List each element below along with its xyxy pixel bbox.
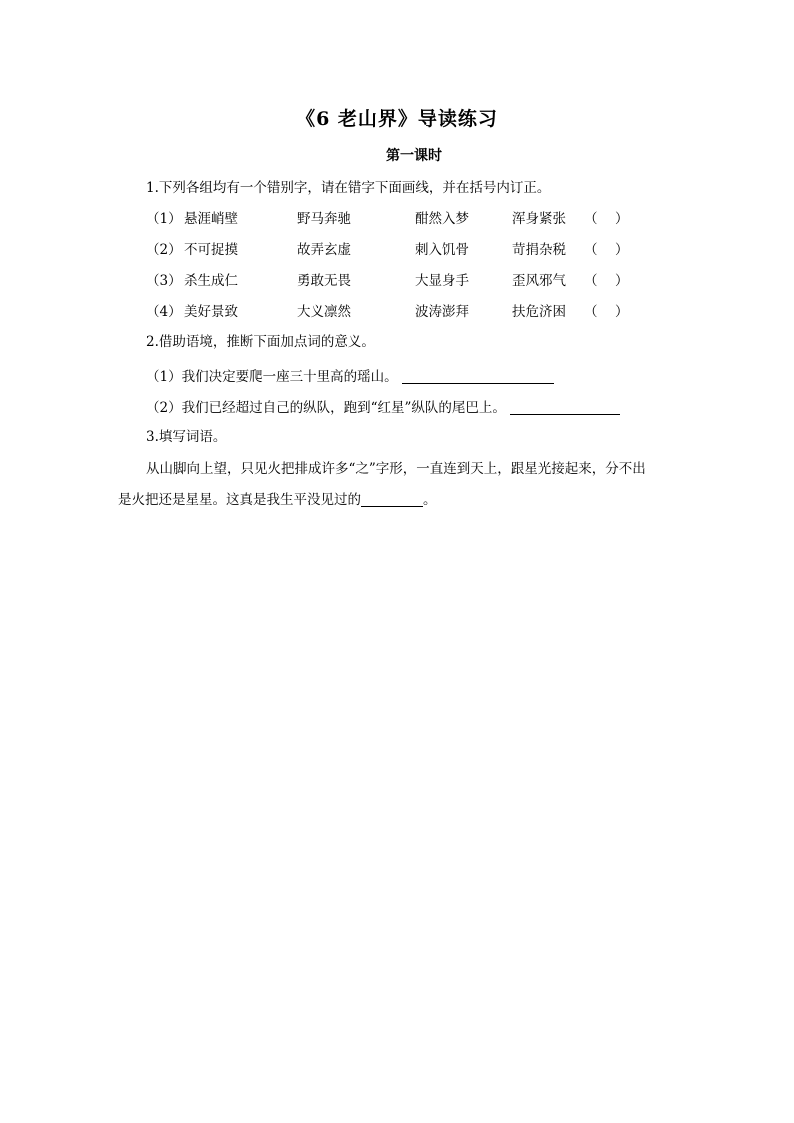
row-index: （2） [146, 242, 182, 258]
answer-blank[interactable] [510, 400, 620, 415]
question-2-item [146, 365, 554, 385]
row-index: （4） [146, 304, 182, 320]
question-1-row [146, 269, 646, 289]
word: 不可捉摸 [184, 242, 238, 258]
question-1-row [146, 238, 646, 258]
question-3-prompt: 3.填写词语。 [146, 429, 227, 445]
question-2-item [146, 396, 620, 416]
answer-blank[interactable] [402, 369, 554, 384]
answer-parentheses: （ ） [584, 304, 631, 320]
passage-line: 从山脚向上望，只见火把排成许多“之”字形，一直连到天上，跟星光接起来，分不出 [146, 461, 646, 477]
word: 杀生成仁 [184, 273, 238, 289]
question-1-row [146, 300, 646, 320]
passage-line [118, 488, 437, 508]
page-title: 《6 老山界》导读练习 [296, 108, 498, 130]
answer-parentheses: （ ） [584, 242, 631, 258]
word: 苛捐杂税 [512, 242, 566, 258]
item-text: （2）我们已经超过自己的纵队，跑到“红星”纵队的尾巴上。 [146, 400, 506, 416]
word: 勇敢无畏 [297, 273, 351, 289]
row-index: （3） [146, 273, 182, 289]
word: 故弄玄虚 [297, 242, 351, 258]
passage-punctuation: 。 [423, 492, 437, 508]
word: 浑身紧张 [512, 211, 566, 227]
word: 美好景致 [184, 304, 238, 320]
question-1-row [146, 207, 646, 227]
word: 大义凛然 [297, 304, 351, 320]
answer-parentheses: （ ） [584, 211, 631, 227]
word: 刺入饥骨 [415, 242, 469, 258]
word: 悬涯峭壁 [184, 211, 238, 227]
lesson-subtitle: 第一课时 [386, 148, 442, 164]
word: 歪风邪气 [512, 273, 566, 289]
answer-parentheses: （ ） [584, 273, 631, 289]
word: 野马奔驰 [297, 211, 351, 227]
word: 扶危济困 [512, 304, 566, 320]
word: 波涛澎拜 [415, 304, 469, 320]
item-text: （1）我们决定要爬一座三十里高的瑶山。 [146, 369, 398, 385]
passage-text: 是火把还是星星。这真是我生平没见过的 [118, 492, 361, 508]
row-index: （1） [146, 211, 182, 227]
question-1-prompt: 1.下列各组均有一个错别字，请在错字下面画线，并在括号内订正。 [146, 180, 551, 196]
word: 大显身手 [415, 273, 469, 289]
word: 酣然入梦 [415, 211, 469, 227]
question-2-prompt: 2.借助语境，推断下面加点词的意义。 [146, 334, 375, 350]
fill-in-blank[interactable] [361, 492, 423, 507]
